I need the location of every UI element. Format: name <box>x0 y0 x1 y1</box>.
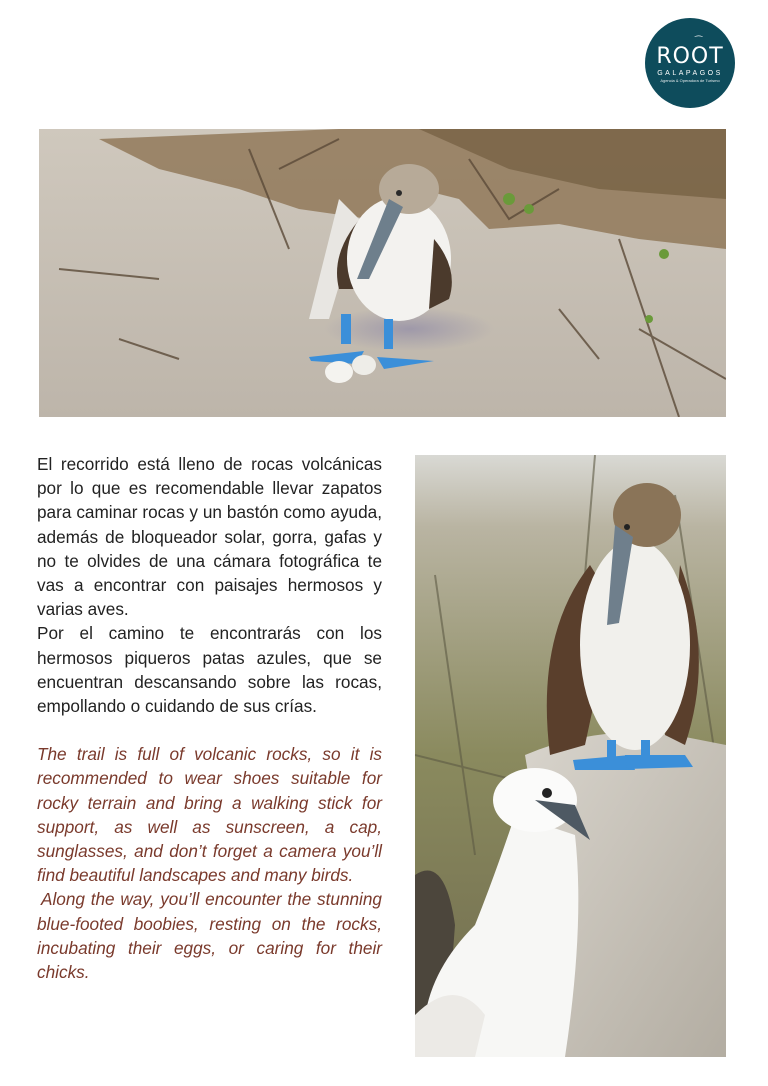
english-paragraph-2: Along the way, you’ll encounter the stunning blue-footed boobies, resting on the rocks, incubating their eggs, or caring for their chicks. <box>37 889 382 983</box>
spanish-text <box>37 452 382 718</box>
root-galapagos-logo <box>645 18 735 108</box>
spanish-paragraph-2: Por el camino te encontrarás con los hermosos piqueros patas azules, que se encuentran descansando sobre las rocas, empollando o cuidando de sus crías. <box>37 623 382 717</box>
booby-chick-photo <box>415 455 726 1057</box>
booby-eggs-photo <box>39 129 726 417</box>
english-paragraph-1: The trail is full of volcanic rocks, so it is recommended to wear shoes suitable for rocky terrain and bring a walking stick for support, as well as sunscreen, a cap, sunglasses, and don’t forget a camera you’ll find beautiful landscapes and many birds. <box>37 744 382 886</box>
logo-tagline: Agencia & Operadora de Turismo <box>660 78 720 83</box>
bird-icon: ⁀ <box>695 36 703 46</box>
spanish-paragraph-1: El recorrido está lleno de rocas volcánicas por lo que es recomendable llevar zapatos para caminar rocas y un bastón como ayuda, además de bloqueador solar, gorra, gafas y no te olvides de una cámara fotográfica te vas a encontrar con paisajes hermosos y varias aves. <box>37 454 382 620</box>
logo-brand: ROOT <box>656 44 724 69</box>
logo-subtitle: GALAPAGOS <box>657 70 723 77</box>
english-text <box>37 742 382 984</box>
text-column <box>37 452 382 984</box>
